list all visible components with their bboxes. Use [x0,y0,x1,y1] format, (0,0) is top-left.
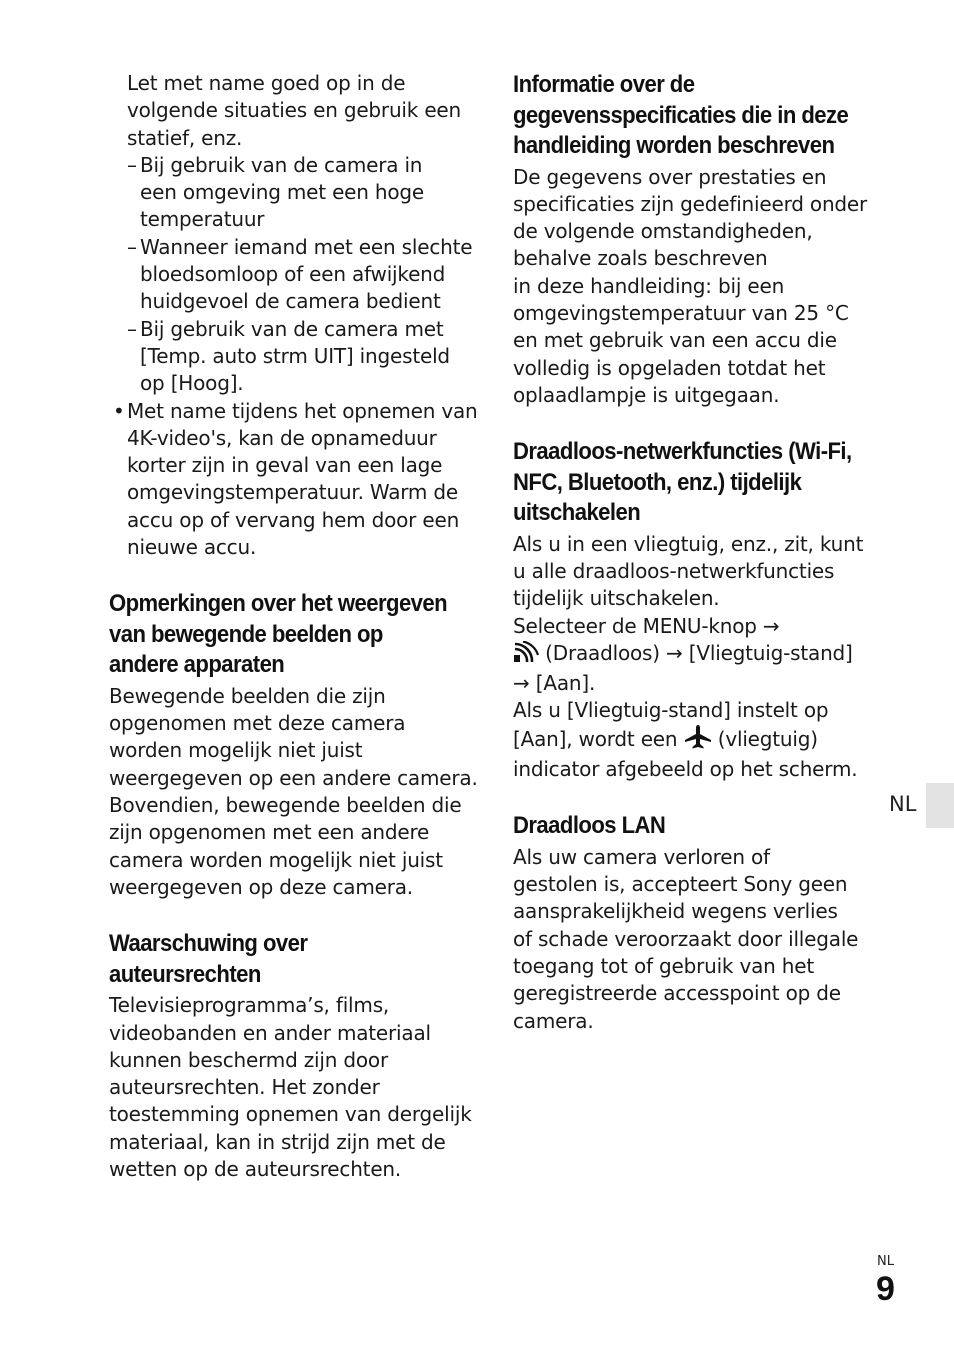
bullet-item [109,398,479,562]
dash-line: op [Hoog]. [140,371,244,396]
body-line: de volgende omstandigheden, [513,219,813,244]
wireless-label: (Draadloos) [545,640,660,665]
section-wireless-lan [513,811,873,1035]
dash-item [109,316,479,398]
dash-line: [Temp. auto strm UIT] ingesteld [140,343,450,368]
intro-line: statief, enz. [127,125,243,150]
dash-line: een omgeving met een hoge [140,180,425,205]
right-column [513,70,873,1035]
section-wireless-disable [513,437,873,783]
note-text: (vliegtuig) [717,726,818,751]
section-heading [513,811,873,842]
body-line: aansprakelijkheid wegens verlies [513,899,838,924]
body-line: Als uw camera verloren of [513,844,770,869]
airplane-icon [684,725,712,756]
body-line [513,725,873,756]
body-line: Als u [Vliegtuig-stand] instelt op [513,698,829,723]
body-line: auteursrechten. Het zonder [109,1075,380,1100]
body-line: weergegeven op deze camera. [109,874,413,899]
airplane-mode-label: [Vliegtuig-stand] [688,640,853,665]
arrow-icon: → [762,613,780,638]
heading-line: Informatie over de [513,71,695,98]
body-line: opgenomen met deze camera [109,711,406,736]
body-line: kunnen beschermd zijn door [109,1047,388,1072]
body-line: videobanden en ander materiaal [109,1020,431,1045]
body-line: materiaal, kan in strijd zijn met de [109,1129,446,1154]
heading-line: Draadloos-netwerkfuncties (Wi-Fi, [513,438,852,466]
note-text: [Aan], wordt een [513,726,678,751]
menu-path-line [513,670,873,697]
body-line: Als u in een vliegtuig, enz., zit, kunt [513,531,864,556]
body-line: in deze handleiding: bij een [513,273,785,298]
bullet-line: Met name tijdens het opnemen van [127,398,478,423]
intro-line: volgende situaties en gebruik een [127,98,462,123]
language-tab-label: NL [889,792,917,816]
heading-line: uitschakelen [513,499,641,527]
body-line: volledig is opgeladen totdat het [513,355,826,380]
intro-note [109,70,479,152]
dash-item [109,234,479,316]
section-heading [109,589,479,681]
heading-line: handleiding worden beschreven [513,132,835,159]
body-line: toegang tot of gebruik van het [513,954,815,979]
bullet-line: nieuwe accu. [127,535,257,560]
heading-line: NFC, Bluetooth, enz.) tijdelijk [513,468,802,496]
dash-list [109,152,479,398]
menu-path-line [513,640,873,670]
body-line: en met gebruik van een accu die [513,328,837,353]
body-line: Televisieprogramma’s, films, [109,993,390,1018]
body-line: Bewegende beelden die zijn [109,683,386,708]
dash-line: Wanneer iemand met een slechte [140,234,473,259]
body-line: weergegeven op een andere camera. [109,765,478,790]
dash-marker: – [127,152,137,177]
bullet-line: 4K-video's, kan de opnameduur [127,425,437,450]
section-heading [513,70,873,162]
section-playback-notes [109,589,479,901]
dash-line: Bij gebruik van de camera met [140,316,444,341]
section-heading [513,437,873,529]
language-tab-marker [926,783,954,828]
body-line: Bovendien, bewegende beelden die [109,793,462,818]
body-line: oplaadlampje is uitgegaan. [513,382,780,407]
body-line: camera. [513,1008,594,1033]
heading-line: gegevensspecificaties die in deze [513,101,849,129]
heading-line: Opmerkingen over het weergeven [109,590,448,618]
body-line: behalve zoals beschreven [513,246,768,271]
body-line: of schade veroorzaakt door illegale [513,926,859,951]
body-line: geregistreerde accesspoint op de [513,981,841,1006]
on-value: [Aan]. [535,671,596,696]
body-line: zijn opgenomen met een andere [109,820,430,845]
heading-line: auteursrechten [109,960,261,988]
dash-line: temperatuur [140,207,265,232]
dash-line: bloedsomloop of een afwijkend [140,262,446,287]
arrow-icon: → [513,671,530,696]
body-line: wetten op de auteursrechten. [109,1157,402,1181]
heading-line: van bewegende beelden op [109,620,383,648]
page-language-label: NL [877,1254,894,1269]
dash-marker: – [127,316,137,341]
bullet-line: accu op of vervang hem door een [127,507,460,532]
intro-line: Let met name goed op in de [127,71,406,95]
dash-marker: – [127,234,137,259]
section-data-specs [513,70,873,409]
wireless-icon [513,641,539,670]
body-line: specificaties zijn gedefinieerd onder [513,191,868,216]
heading-line: Waarschuwing over [109,930,308,958]
body-line: toestemming opnemen van dergelijk [109,1102,472,1127]
menu-path-line [513,613,873,640]
arrow-icon: → [666,640,683,665]
bullet-line: korter zijn in geval van een lage [127,453,443,478]
dash-item [109,152,479,234]
dash-line: huidgevoel de camera bedient [140,289,441,314]
bullet-marker: • [113,398,125,423]
heading-line: andere apparaten [109,651,285,679]
select-text: Selecteer de MENU-knop [513,613,757,638]
bullet-line: omgevingstemperatuur. Warm de [127,480,458,505]
page-number: 9 [876,1270,895,1308]
body-line: camera worden mogelijk niet juist [109,847,443,872]
body-line: gestolen is, accepteert Sony geen [513,872,848,897]
section-heading [109,929,479,990]
body-line: tijdelijk uitschakelen. [513,586,720,611]
left-column [109,70,479,1183]
body-line: u alle draadloos-netwerkfuncties [513,558,835,583]
dash-line: Bij gebruik van de camera in [140,152,423,177]
section-copyright-warning [109,929,479,1183]
body-line: indicator afgebeeld op het scherm. [513,757,858,782]
body-line: De gegevens over prestaties en [513,164,827,189]
heading-line: Draadloos LAN [513,812,666,840]
body-line: omgevingstemperatuur van 25 °C [513,300,849,325]
body-line: worden mogelijk niet juist [109,738,363,763]
